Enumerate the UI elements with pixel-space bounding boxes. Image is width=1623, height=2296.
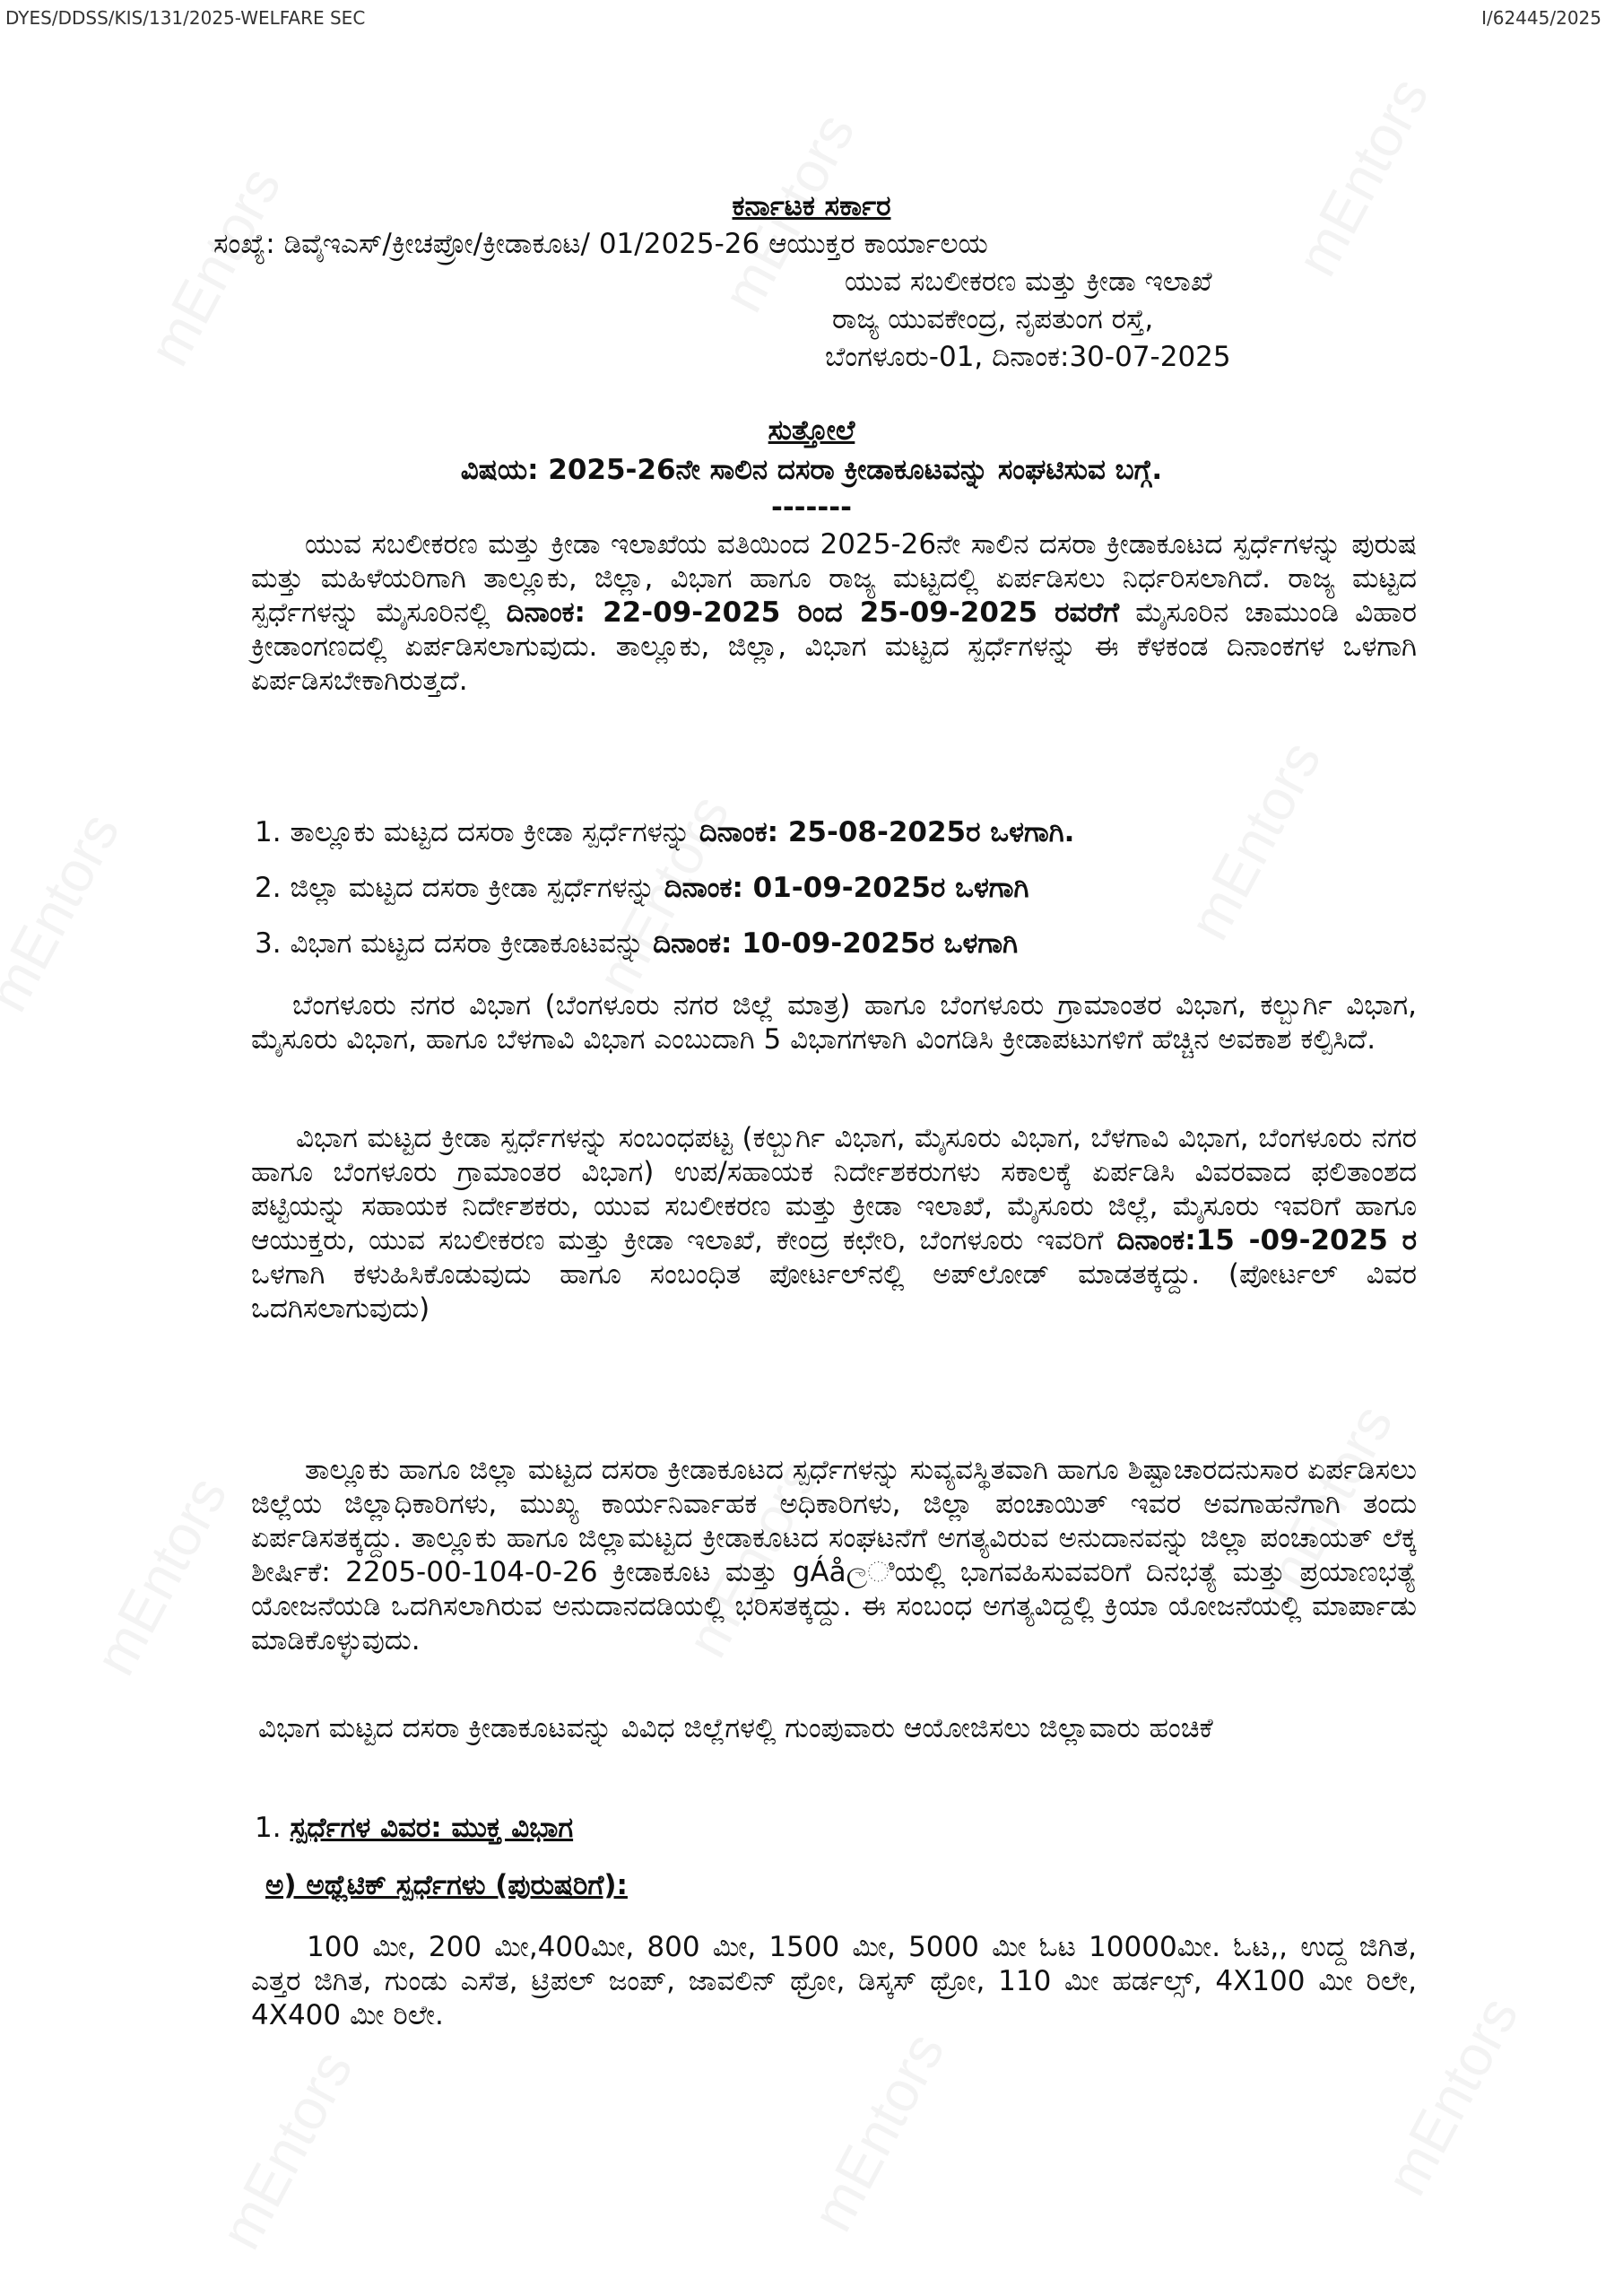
schedule-item-2: 2. ಜಿಲ್ಲಾ ಮಟ್ಟದ ದಸರಾ ಕ್ರೀಡಾ ಸ್ಪರ್ಧೆಗಳನ್ನು ದಿನಾಂಕ: 01-09-2025ರ ಒಳಗಾಗಿ	[255, 872, 1029, 904]
paragraph-organisation: ತಾಲ್ಲೂಕು ಹಾಗೂ ಜಿಲ್ಲಾ ಮಟ್ಟದ ದಸರಾ ಕ್ರೀಡಾಕೂಟದ ಸ್ಪರ್ಧೆಗಳನ್ನು ಸುವ್ಯವಸ್ಥಿತವಾಗಿ ಹಾಗೂ ಶಿಷ್ಟಾಚಾರದನುಸಾರ ಏರ್ಪಡಿಸಲು ಜಿಲ್ಲೆಯ ಜಿಲ್ಲಾಧಿಕಾರಿಗಳು, ಮುಖ್ಯ ಕಾರ್ಯನಿರ್ವಾಹಕ ಅಧಿಕಾರಿಗಳು, ಜಿಲ್ಲಾ ಪಂಚಾಯಿತ್ ಇವರ ಅವಗಾಹನೆಗಾಗಿ ತಂದು ಏರ್ಪಡಿಸತಕ್ಕದ್ದು. ತಾಲ್ಲೂಕು ಹಾಗೂ ಜಿಲ್ಲಾಮಟ್ಟದ ಕ್ರೀಡಾಕೂಟದ ಸಂಘಟನೆಗೆ ಅಗತ್ಯವಿರುವ ಅನುದಾನವನ್ನು ಜಿಲ್ಲಾ ಪಂಚಾಯತ್ ಲೆಕ್ಕ ಶೀರ್ಷಿಕೆ: 2205-00-104-0-26 ಕ್ರೀಡಾಕೂಟ ಮತ್ತು gÁåලಿಯಲ್ಲಿ ಭಾಗವಹಿಸುವವರಿಗೆ ದಿನಭತ್ಯೆ ಮತ್ತು ಪ್ರಯಾಣಭತ್ಯೆ ಯೋಜನೆಯಡಿ ಒದಗಿಸಲಾಗಿರುವ ಅನುದಾನದಡಿಯಲ್ಲಿ ಭರಿಸತಕ್ಕದ್ದು. ಈ ಸಂಬಂಧ ಅಗತ್ಯವಿದ್ದಲ್ಲಿ ಕ್ರಿಯಾ ಯೋಜನೆಯಲ್ಲಿ ಮಾರ್ಪಾಡು ಮಾಡಿಕೊಳ್ಳುವುದು.	[251, 1454, 1417, 1657]
athletics-events: 100 ಮೀ, 200 ಮೀ,400ಮೀ, 800 ಮೀ, 1500 ಮೀ, 5000 ಮೀ ಓಟ 10000ಮೀ. ಓಟ,, ಉದ್ದ ಜಿಗಿತ, ಎತ್ತರ ಜಿಗಿತ, ಗುಂಡು ಎಸೆತ, ಟ್ರಿಪಲ್ ಜಂಪ್, ಜಾವಲಿನ್ ಥ್ರೋ, ಡಿಸ್ಕಸ್ ಥ್ರೋ, 110 ಮೀ ಹರ್ಡಲ್ಸ್, 4X100 ಮೀ ರಿಲೇ, 4X400 ಮೀ ರಿಲೇ.	[251, 1931, 1417, 2031]
office-address-line-2: ರಾಜ್ಯ ಯುವಕೇಂದ್ರ, ನೃಪತುಂಗ ರಸ್ತೆ,	[832, 303, 1154, 335]
paragraph-allocation: ವಿಭಾಗ ಮಟ್ಟದ ದಸರಾ ಕ್ರೀಡಾಕೂಟವನ್ನು ವಿವಿಧ ಜಿಲ್ಲೆಗಳಲ್ಲಿ ಗುಂಪುವಾರು ಆಯೋಜಿಸಲು ಜಿಲ್ಲಾವಾರು ಹಂಚಿಕೆ	[258, 1712, 1213, 1744]
athletics-subheading: ಅ) ಅಥ್ಲೆಟಿಕ್ ಸ್ಪರ್ಧೆಗಳು (ಪುರುಷರಿಗೆ):	[265, 1869, 628, 1901]
watermark-text	[82, 1465, 240, 1685]
watermark-text	[799, 2022, 958, 2241]
reference-line: ಸಂಖ್ಯೆ: ಡಿವೈಇಎಸ್/ಕ್ರೀಚಪ್ರೋ/ಕ್ರೀಡಾಕೂಟ/ 01/2025-26 ಆಯುಕ್ತರ ಕಾರ್ಯಾಲಯ	[213, 228, 988, 260]
paragraph-results: ವಿಭಾಗ ಮಟ್ಟದ ಕ್ರೀಡಾ ಸ್ಪರ್ಧೆಗಳನ್ನು ಸಂಬಂಧಪಟ್ಟ (ಕಲ್ಬುರ್ಗಿ ವಿಭಾಗ, ಮೈಸೂರು ವಿಭಾಗ, ಬೆಳಗಾವಿ ವಿಭಾಗ, ಬೆಂಗಳೂರು ನಗರ ಹಾಗೂ ಬೆಂಗಳೂರು ಗ್ರಾಮಾಂತರ ವಿಭಾಗ) ಉಪ/ಸಹಾಯಕ ನಿರ್ದೇಶಕರುಗಳು ಸಕಾಲಕ್ಕೆ ಏರ್ಪಡಿಸಿ ವಿವರವಾದ ಫಲಿತಾಂಶದ ಪಟ್ಟಿಯನ್ನು ಸಹಾಯಕ ನಿರ್ದೇಶಕರು, ಯುವ ಸಬಲೀಕರಣ ಮತ್ತು ಕ್ರೀಡಾ ಇಲಾಖೆ, ಮೈಸೂರು ಜಿಲ್ಲೆ, ಮೈಸೂರು ಇವರಿಗೆ ಹಾಗೂ ಆಯುಕ್ತರು, ಯುವ ಸಬಲೀಕರಣ ಮತ್ತು ಕ್ರೀಡಾ ಇಲಾಖೆ, ಕೇಂದ್ರ ಕಛೇರಿ, ಬೆಂಗಳೂರು ಇವರಿಗೆ ದಿನಾಂಕ:15 -09-2025 ರ ಒಳಗಾಗಿ ಕಳುಹಿಸಿಕೊಡುವುದು ಹಾಗೂ ಸಂಬಂಧಿತ ಪೋರ್ಟಲ್‌ನಲ್ಲಿ ಅಪ್‌ಲೋಡ್ ಮಾಡತಕ್ಕದ್ದು. (ಪೋರ್ಟಲ್ ವಿವರ ಒದಗಿಸಲಾಗುವುದು)	[251, 1122, 1417, 1325]
schedule-item-1: 1. ತಾಲ್ಲೂಕು ಮಟ್ಟದ ದಸರಾ ಕ್ರೀಡಾ ಸ್ಪರ್ಧೆಗಳನ್ನು ದಿನಾಂಕ: 25-08-2025ರ ಒಳಗಾಗಿ.	[255, 816, 1075, 848]
schedule-item-3: 3. ವಿಭಾಗ ಮಟ್ಟದ ದಸರಾ ಕ್ರೀಡಾಕೂಟವನ್ನು ದಿನಾಂಕ: 10-09-2025ರ ಒಳಗಾಗಿ	[255, 927, 1019, 960]
watermark-text	[0, 802, 133, 1022]
watermark-text	[207, 2039, 366, 2259]
section-heading: 1. ಸ್ಪರ್ಧೆಗಳ ವಿವರ: ಮುಕ್ತ ವಿಭಾಗ	[255, 1812, 574, 1844]
paragraph-divisions: ಬೆಂಗಳೂರು ನಗರ ವಿಭಾಗ (ಬೆಂಗಳೂರು ನಗರ ಜಿಲ್ಲೆ ಮಾತ್ರ) ಹಾಗೂ ಬೆಂಗಳೂರು ಗ್ರಾಮಾಂತರ ವಿಭಾಗ, ಕಲ್ಬುರ್ಗಿ ವಿಭಾಗ, ಮೈಸೂರು ವಿಭಾಗ, ಹಾಗೂ ಬೆಳಗಾವಿ ವಿಭಾಗ ಎಂಬುದಾಗಿ 5 ವಿಭಾಗಗಳಾಗಿ ವಿಂಗಡಿಸಿ ಕ್ರೀಡಾಪಟುಗಳಿಗೆ ಹೆಚ್ಚಿನ ಅವಕಾಶ ಕಲ್ಪಿಸಿದೆ.	[251, 989, 1417, 1056]
office-address-line-1: ಯುವ ಸಬಲೀಕರಣ ಮತ್ತು ಕ್ರೀಡಾ ಇಲಾಖೆ	[845, 265, 1212, 298]
watermark-text	[1283, 66, 1442, 286]
circular-title: ಸುತ್ತೋಲೆ	[768, 414, 855, 447]
paragraph-intro: ಯುವ ಸಬಲೀಕರಣ ಮತ್ತು ಕ್ರೀಡಾ ಇಲಾಖೆಯ ವತಿಯಿಂದ 2025-26ನೇ ಸಾಲಿನ ದಸರಾ ಕ್ರೀಡಾಕೂಟದ ಸ್ಪರ್ಧೆಗಳನ್ನು ಪುರುಷ ಮತ್ತು ಮಹಿಳೆಯರಿಗಾಗಿ ತಾಲ್ಲೂಕು, ಜಿಲ್ಲಾ, ವಿಭಾಗ ಹಾಗೂ ರಾಜ್ಯ ಮಟ್ಟದಲ್ಲಿ ಏರ್ಪಡಿಸಲು ನಿರ್ಧರಿಸಲಾಗಿದೆ. ರಾಜ್ಯ ಮಟ್ಟದ ಸ್ಪರ್ಧೆಗಳನ್ನು ಮೈಸೂರಿನಲ್ಲಿ ದಿನಾಂಕ: 22-09-2025 ರಿಂದ 25-09-2025 ರವರೆಗೆ ಮೈಸೂರಿನ ಚಾಮುಂಡಿ ವಿಹಾರ ಕ್ರೀಡಾಂಗಣದಲ್ಲಿ ಏರ್ಪಡಿಸಲಾಗುವುದು. ತಾಲ್ಲೂಕು, ಜಿಲ್ಲಾ, ವಿಭಾಗ ಮಟ್ಟದ ಸ್ಪರ್ಧೆಗಳನ್ನು ಈ ಕೆಳಕಂಡ ದಿನಾಂಕಗಳ ಒಳಗಾಗಿ ಏರ್ಪಡಿಸಬೇಕಾಗಿರುತ್ತದೆ.	[251, 528, 1417, 697]
inward-number: I/62445/2025	[1481, 7, 1601, 29]
file-reference: DYES/DDSS/KIS/131/2025-WELFARE SEC	[5, 7, 366, 29]
subject-line: ವಿಷಯ: 2025-26ನೇ ಸಾಲಿನ ದಸರಾ ಕ್ರೀಡಾಕೂಟವನ್ನು ಸಂಘಟಿಸುವ ಬಗ್ಗೆ.	[460, 454, 1163, 486]
office-address-line-3: ಬೆಂಗಳೂರು-01, ದಿನಾಂಕ:30-07-2025	[825, 341, 1231, 373]
watermark-text	[1176, 730, 1334, 950]
subject-divider: -------	[770, 491, 853, 524]
government-heading: ಕರ್ನಾಟಕ ಸರ್ಕಾರ	[732, 190, 891, 222]
